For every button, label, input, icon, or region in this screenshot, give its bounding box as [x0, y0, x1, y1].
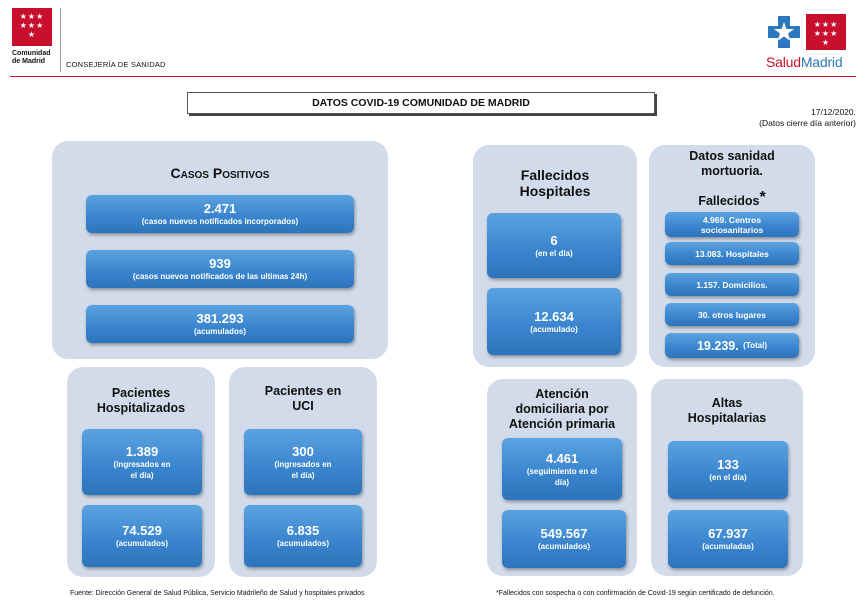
- source-footnote: Fuente: Dirección General de Salud Pública, Servicio Madrileño de Salud y hospitales privados: [70, 590, 365, 597]
- header-divider: [60, 8, 61, 72]
- uci-acumulados-card: 6.835 (acumulados): [244, 505, 362, 567]
- uci-panel: [229, 367, 377, 577]
- casos-positivos-title: Casos Positivos: [170, 165, 270, 181]
- mortuoria-hospitales-card: 13.083. Hospitales: [665, 242, 799, 265]
- atencion-domiciliaria-panel: [487, 379, 637, 576]
- atencion-domiciliaria-title: Atención domiciliaria por Atención primaria: [508, 387, 616, 431]
- atencion-acumulados-card: 549.567 (acumulados): [502, 510, 626, 568]
- mortuoria-total-card: 19.239. (Total): [665, 333, 799, 358]
- casos-nuevos-incorporados-card: 2.471 (casos nuevos notificados incorporados): [86, 195, 354, 233]
- hospitalizados-title: Pacientes Hospitalizados: [96, 386, 186, 415]
- atencion-dia-card: 4.461 (seguimiento en el día): [502, 438, 622, 500]
- stars-icon: ★★★ ★★★ ★: [813, 20, 839, 47]
- sanidad-mortuoria-title: Datos sanidad mortuoria.: [689, 149, 775, 178]
- uci-title: Pacientes en UCI: [264, 384, 342, 413]
- hospitalizados-panel: [67, 367, 215, 577]
- comunidad-madrid-name: Comunidad de Madrid: [12, 50, 51, 65]
- hospitalizados-dia-card: 1.389 (ingresados en el día): [82, 429, 202, 495]
- fallecidos-footnote: *Fallecidos con sospecha o con confirmación de Covid-19 según certificado de defunción.: [496, 590, 775, 597]
- mortuoria-domicilios-card: 1.157. Domicilios.: [665, 273, 799, 296]
- fallecidos-hospitales-title: Fallecidos Hospitales: [519, 167, 591, 199]
- mortuoria-fallecidos-subtitle: Fallecidos*: [698, 189, 766, 208]
- consejeria-label: CONSEJERÍA DE SANIDAD: [66, 60, 166, 69]
- report-date: 17/12/2020. (Datos cierre día anterior): [759, 107, 856, 128]
- stars-icon: ★★★ ★★★ ★: [19, 12, 45, 39]
- comunidad-madrid-logo: [12, 8, 52, 46]
- salud-madrid-flag: [806, 14, 846, 50]
- fallecidos-hospitales-dia-card: 6 (en el día): [487, 213, 621, 278]
- uci-dia-card: 300 (ingresados en el día): [244, 429, 362, 495]
- header-rule: [10, 76, 856, 77]
- casos-acumulados-card: 381.293 (acumulados): [86, 305, 354, 343]
- altas-dia-card: 133 (en el día): [668, 441, 788, 499]
- hospitalizados-acumulados-card: 74.529 (acumulados): [82, 505, 202, 567]
- salud-madrid-cross-icon: [766, 14, 802, 50]
- asterisk-icon: *: [759, 189, 766, 206]
- casos-positivos-panel: [52, 141, 388, 359]
- fallecidos-hospitales-panel: [473, 145, 637, 367]
- fallecidos-hospitales-acumulado-card: 12.634 (acumulado): [487, 288, 621, 355]
- sanidad-mortuoria-panel: [649, 145, 815, 367]
- altas-hospitalarias-panel: [651, 379, 803, 576]
- altas-hospitalarias-title: Altas Hospitalarias: [687, 396, 767, 425]
- page-title: DATOS COVID-19 COMUNIDAD DE MADRID: [187, 92, 655, 114]
- altas-acumuladas-card: 67.937 (acumuladas): [668, 510, 788, 568]
- mortuoria-otros-lugares-card: 30. otros lugares: [665, 303, 799, 326]
- salud-madrid-brand: SaludMadrid: [766, 54, 843, 70]
- mortuoria-sociosanitarios-card: 4.969. Centros sociosanitarios: [665, 212, 799, 237]
- casos-nuevos-24h-card: 939 (casos nuevos notificados de las ultimas 24h): [86, 250, 354, 288]
